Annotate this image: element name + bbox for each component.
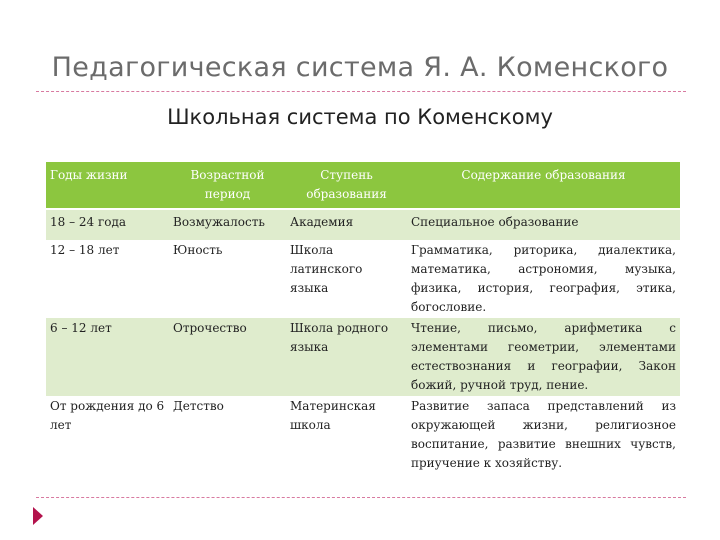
title-divider	[36, 91, 686, 92]
table-row	[46, 396, 680, 474]
nav-arrow-icon[interactable]	[33, 507, 43, 525]
cell-period: Возмужалость	[169, 209, 286, 240]
cell-stage: Материнская школа	[286, 396, 407, 474]
table-row	[46, 318, 680, 396]
cell-stage: Школа латинского языка	[286, 240, 407, 318]
cell-content: Специальное образование	[407, 209, 680, 240]
cell-stage: Школа родного языка	[286, 318, 407, 396]
cell-content: Развитие запаса представлений из окружающей жизни, религиозное воспитание, развитие внешних чувств, приучение к хозяйству.	[407, 396, 680, 474]
slide-title: Педагогическая система Я. А. Коменского	[51, 52, 669, 83]
cell-period: Детство	[169, 396, 286, 474]
cell-years: 12 – 18 лет	[46, 240, 169, 318]
cell-period: Юность	[169, 240, 286, 318]
table-row	[46, 209, 680, 240]
header-years: Годы жизни	[46, 162, 169, 209]
table-row	[46, 240, 680, 318]
header-period: Возрастной период	[169, 162, 286, 209]
cell-years: От рождения до 6 лет	[46, 396, 169, 474]
cell-period: Отрочество	[169, 318, 286, 396]
cell-stage: Академия	[286, 209, 407, 240]
school-system-table	[46, 162, 680, 474]
slide-subtitle: Школьная система по Коменскому	[167, 105, 553, 129]
cell-content: Грамматика, риторика, диалектика, математика, астрономия, музыка, физика, история, география, этика, богословие.	[407, 240, 680, 318]
header-stage: Ступень образования	[286, 162, 407, 209]
cell-years: 6 – 12 лет	[46, 318, 169, 396]
footer-divider	[36, 497, 686, 498]
header-content: Содержание образования	[407, 162, 680, 209]
table-header-row	[46, 162, 680, 209]
cell-content: Чтение, письмо, арифметика с элементами геометрии, элементами естествознания и географии, Закон божий, ручной труд, пение.	[407, 318, 680, 396]
cell-years: 18 – 24 года	[46, 209, 169, 240]
